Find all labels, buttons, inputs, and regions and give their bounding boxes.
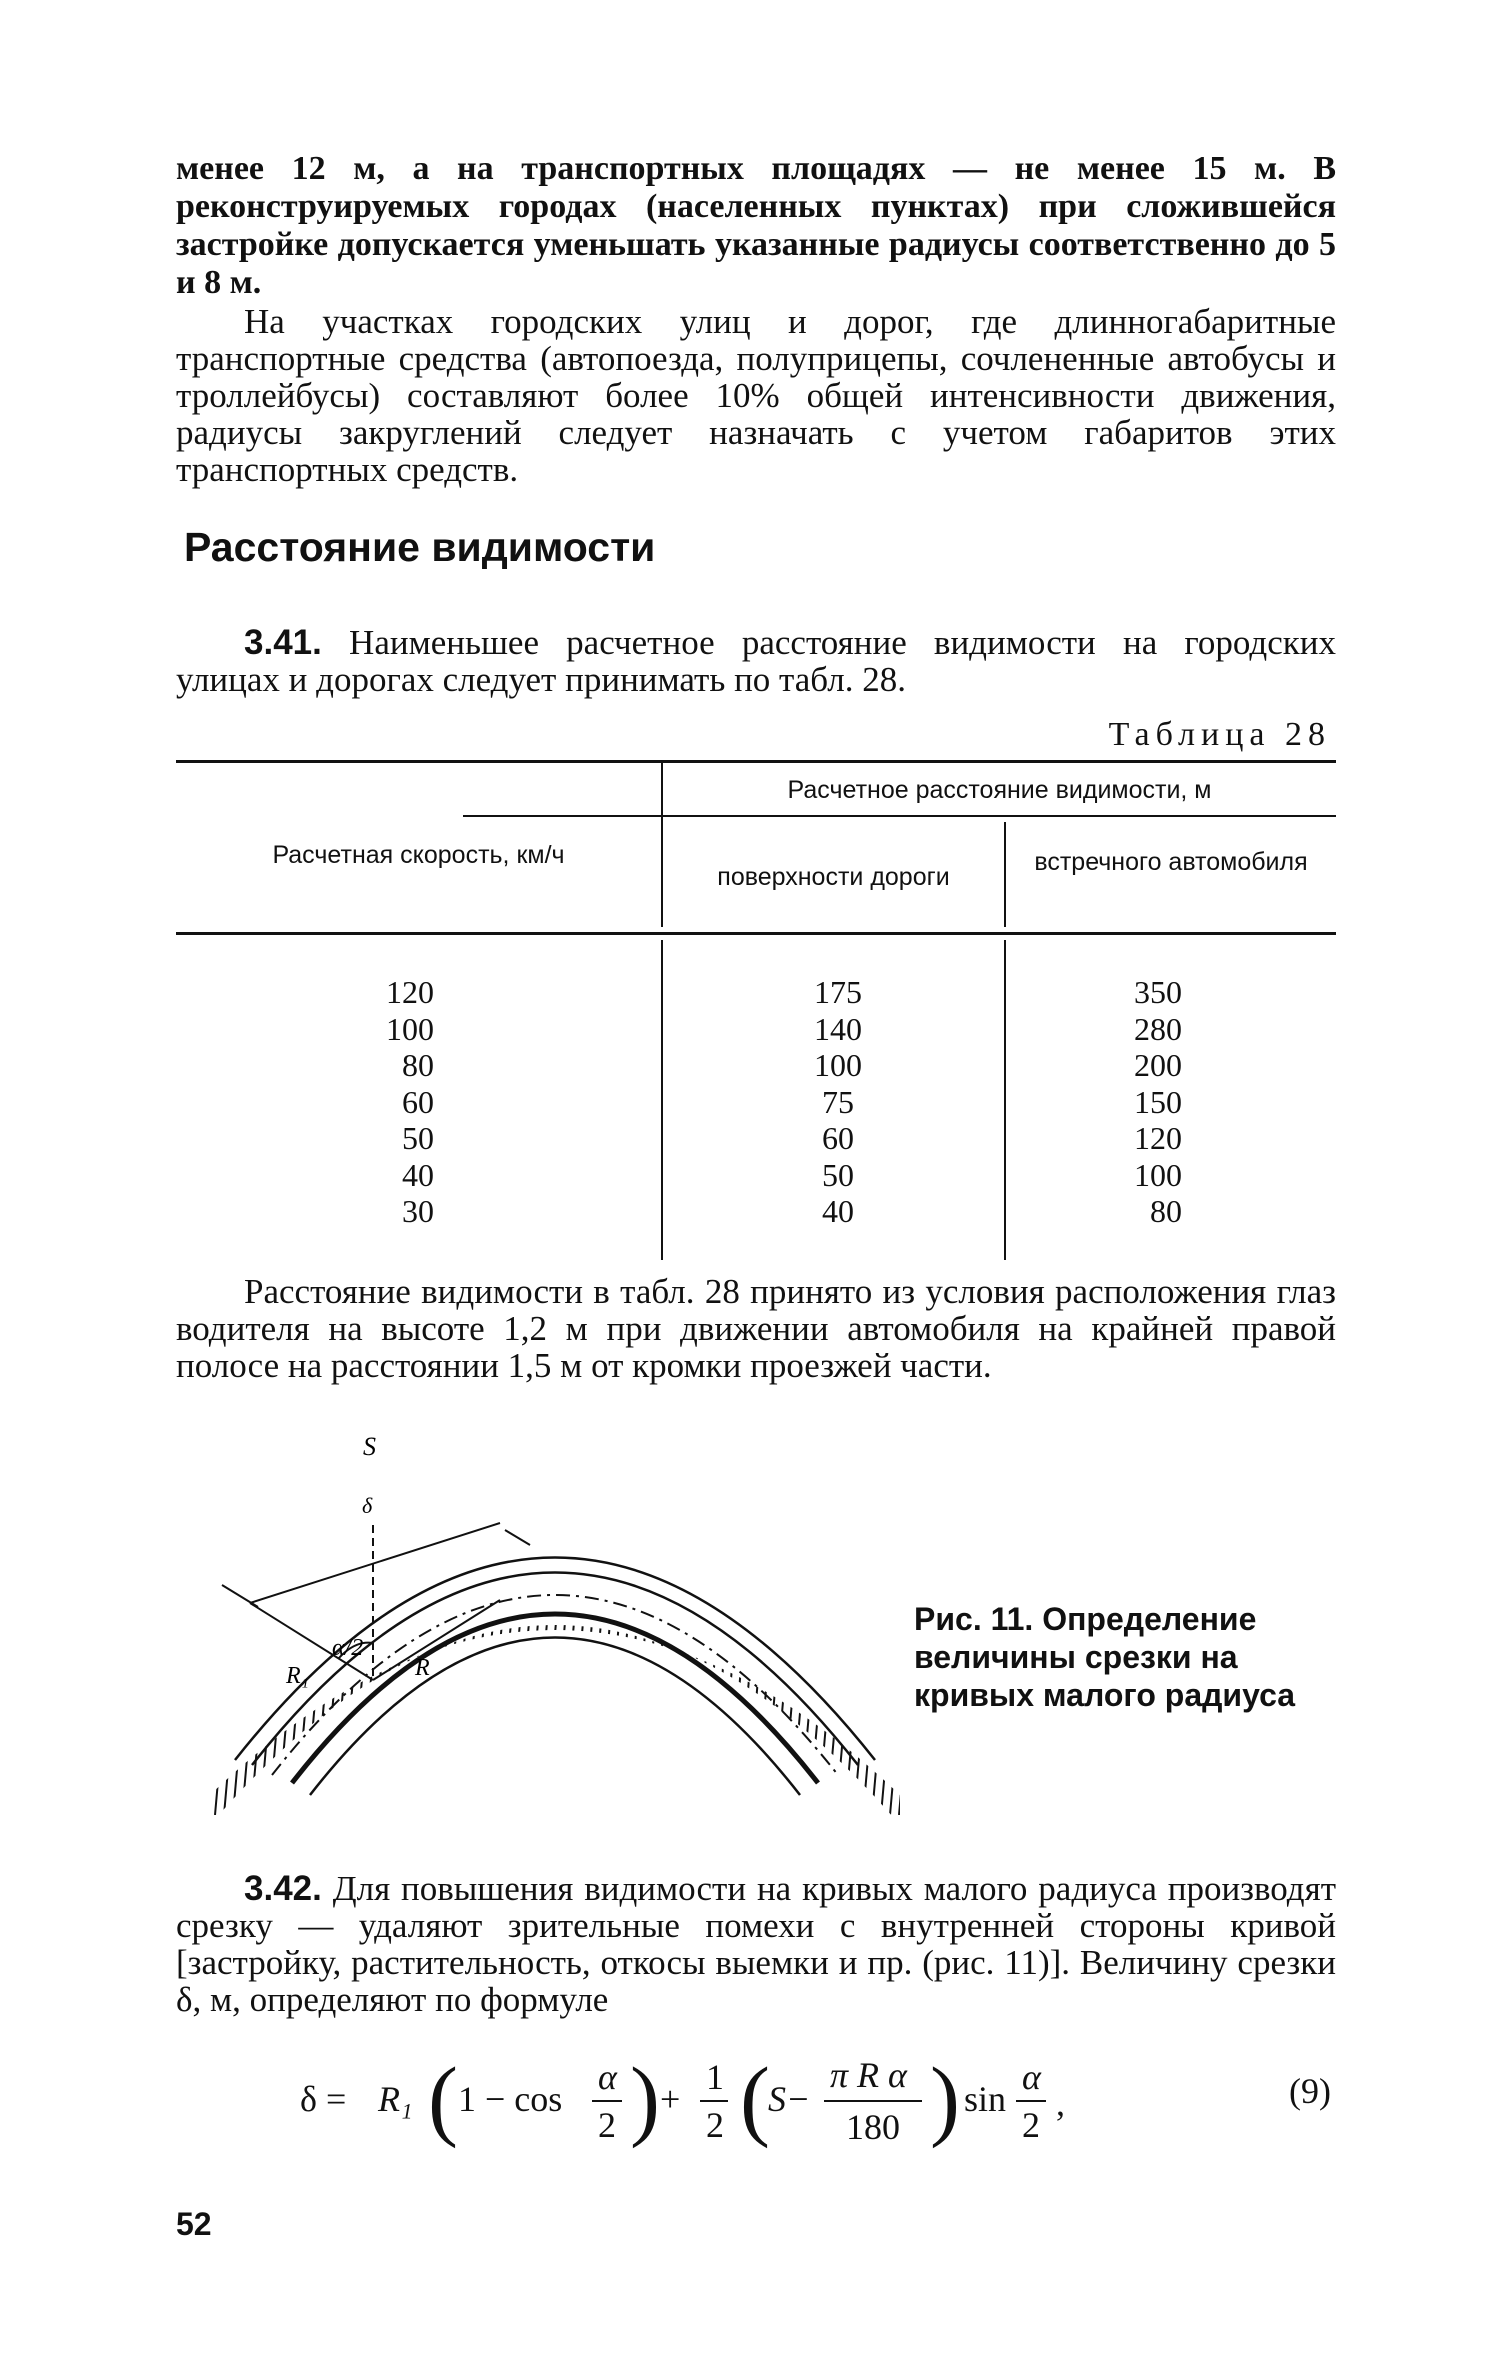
column-oncoming-car	[1102, 974, 1182, 1230]
cell-oncoming-car: 350	[1134, 974, 1182, 1010]
header-visibility-group: Расчетное расстояние видимости, м	[787, 776, 1212, 804]
figure-caption: Рис. 11. Определение величины срезки на кривых малого радиуса	[914, 1601, 1296, 1713]
road-edge-outer	[235, 1558, 875, 1761]
cell-road-surface: 175	[814, 974, 862, 1010]
formula-180: 180	[846, 2107, 900, 2147]
header-oncoming-car: встречного автомобиля	[1034, 848, 1308, 876]
formula-r1: R₁	[378, 2079, 413, 2119]
cell-speed: 80	[402, 1047, 434, 1083]
table-caption: Таблица 28	[1108, 716, 1331, 753]
formula-lhs: δ =	[300, 2079, 347, 2119]
road-edge-outer-2	[252, 1573, 858, 1766]
formula-plus: +	[660, 2079, 681, 2119]
cell-road-surface: 140	[814, 1010, 862, 1047]
cell-road-surface: 50	[822, 1156, 854, 1193]
radius-r	[373, 1600, 500, 1680]
paragraph-visibility-note: Расстояние видимости в табл. 28 принято из условия расположения глаз водителя на высоте 1,2 м при движении автомобиля на крайней правой полосе на расстоянии 1,5 м от кромки проезжей части.	[176, 1272, 1336, 1385]
cell-speed: 40	[402, 1156, 434, 1193]
label-delta: δ	[362, 1493, 373, 1518]
hatching-area	[210, 1475, 900, 1815]
figure-curve-clearance	[210, 1435, 900, 1815]
cell-road-surface: 40	[822, 1193, 854, 1229]
formula-two-1: 2	[598, 2105, 616, 2145]
formula-pi-r-alpha: π R α	[830, 2055, 907, 2095]
paragraph-radius-limits: менее 12 м, а на транспортных площадях — не менее 15 м. В реконструируемых городах (населенных пунктах) при сложившейся застройке допускается уменьшать указанные радиусы соответственно до 5 и 8 м.	[176, 150, 1336, 301]
label-s: S	[363, 1435, 376, 1461]
cell-oncoming-car: 150	[1134, 1083, 1182, 1120]
paragraph-3-42-text: Для повышения видимости на кривых малого радиуса производят срезку — удаляют зрительные помехи с внутренней стороны кривой [застройку, растительность, откосы выемки и пр. (рис. 11)]. Величину срезки δ, м, определяют по формуле	[176, 1869, 1336, 2019]
formula-comma: ,	[1056, 2083, 1065, 2123]
paragraph-3-41-text: Наименьшее расчетное расстояние видимости на городских улицах и дорогах следует принимать по табл. 28.	[176, 623, 1336, 699]
cell-speed: 30	[402, 1193, 434, 1229]
paragraph-3-41	[176, 624, 1336, 698]
road-edge-inner	[292, 1614, 818, 1783]
paragraph-3-42-number: 3.42.	[244, 1869, 322, 1908]
page-number: 52	[176, 2206, 212, 2242]
formula-sin: sin	[964, 2079, 1007, 2119]
cell-speed: 100	[386, 1010, 434, 1047]
table-top-rule	[176, 760, 1336, 763]
formula-two-2: 2	[706, 2105, 724, 2145]
table-divider-1-body	[661, 940, 663, 1260]
cell-speed: 50	[402, 1120, 434, 1156]
label-half-alpha: α/2	[332, 1635, 364, 1661]
formula-paren-open-2: (	[740, 2050, 770, 2149]
formula-paren-close-2: )	[930, 2050, 960, 2149]
formula-paren-close-1: )	[630, 2050, 660, 2149]
formula-alpha-2: α	[1022, 2057, 1041, 2097]
label-r: R	[415, 1655, 430, 1681]
formula-one: 1	[706, 2057, 724, 2097]
visibility-table	[176, 760, 1336, 1260]
header-speed: Расчетная скорость, км/ч	[272, 841, 565, 869]
cell-oncoming-car: 200	[1134, 1047, 1182, 1083]
formula-number: (9)	[1289, 2071, 1331, 2111]
cell-road-surface: 100	[814, 1047, 862, 1083]
formula-9	[300, 2045, 1200, 2155]
paragraph-3-41-number: 3.41.	[244, 623, 322, 662]
column-speed	[364, 974, 434, 1230]
cell-speed: 60	[402, 1083, 434, 1120]
paragraph-long-vehicles: На участках городских улиц и дорог, где длинногабаритные транспортные средства (автопоезда, полуприцепы, сочлененные автобусы и троллейбусы) составляют более 10% общей интенсивности движения, радиусы закруглений следует назначать с учетом габаритов этих транспортных средств.	[176, 302, 1336, 489]
table-header-rule	[176, 932, 1336, 935]
cell-oncoming-car: 100	[1134, 1156, 1182, 1193]
cell-oncoming-car: 80	[1150, 1193, 1182, 1229]
formula-one-minus-cos: 1 − cos	[458, 2079, 563, 2119]
table-divider-2-body	[1004, 940, 1006, 1260]
formula-s-minus: S−	[768, 2079, 811, 2119]
cell-road-surface: 60	[822, 1120, 854, 1156]
table-group-rule	[463, 815, 1336, 817]
cell-road-surface: 75	[822, 1083, 854, 1120]
section-heading: Расстояние видимости	[184, 524, 656, 570]
cell-oncoming-car: 280	[1134, 1010, 1182, 1047]
label-r1: R₁	[286, 1663, 310, 1689]
formula-alpha-1: α	[598, 2057, 617, 2097]
formula-paren-open-1: (	[428, 2050, 458, 2149]
column-road-surface	[798, 974, 878, 1230]
cell-speed: 120	[386, 974, 434, 1010]
paragraph-3-42	[176, 1870, 1336, 2018]
cell-oncoming-car: 120	[1134, 1120, 1182, 1156]
road-lane-line	[272, 1595, 838, 1775]
header-road-surface: поверхности дороги	[717, 863, 950, 891]
formula-two-3: 2	[1022, 2105, 1040, 2145]
tick-right	[505, 1530, 530, 1545]
tick-left	[222, 1585, 258, 1607]
